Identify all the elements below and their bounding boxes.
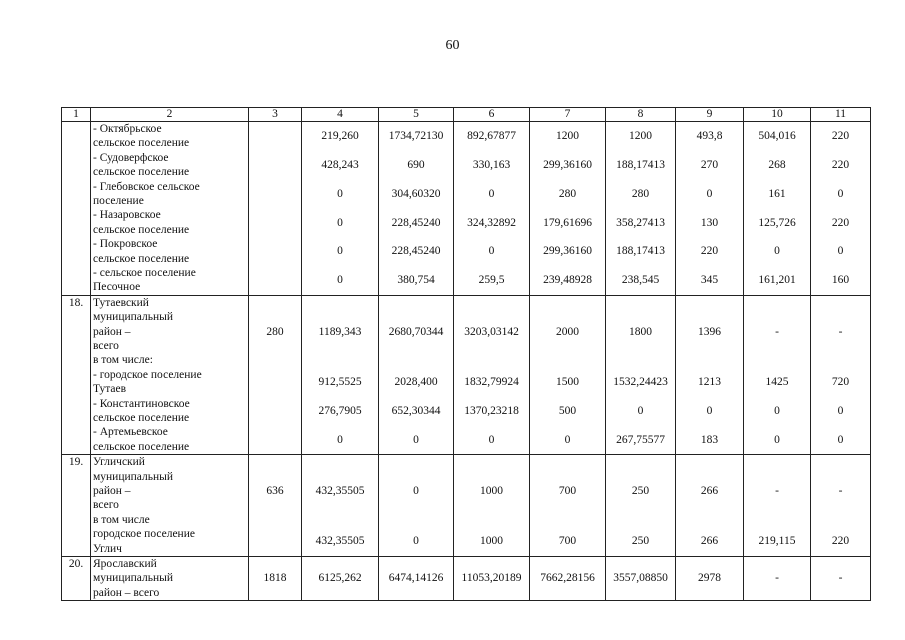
value-cell: 161 <box>768 187 786 200</box>
value-cell: 299,36160 <box>543 158 592 171</box>
header-cell: 10 <box>744 108 811 122</box>
name-line: муниципальный <box>93 470 174 483</box>
value-column-11 <box>811 122 871 296</box>
table-body <box>62 108 871 601</box>
value-column-3 <box>249 455 302 557</box>
value-cell: 432,35505 <box>315 535 365 548</box>
value-cell: 0 <box>637 404 644 417</box>
value-column-4 <box>302 556 379 600</box>
name-line: в том числе: <box>93 354 153 367</box>
value-cell: 276,7905 <box>318 404 362 417</box>
value-cell: 0 <box>837 187 844 200</box>
header-cell: 2 <box>91 108 249 122</box>
value-cell: 161,201 <box>758 274 796 287</box>
value-cell: - <box>775 484 779 497</box>
value-cell: 219,260 <box>321 130 359 143</box>
value-cell: 304,60320 <box>391 187 441 200</box>
name-cell <box>91 455 249 557</box>
header-cell: 1 <box>62 108 91 122</box>
value-column-3 <box>249 122 302 296</box>
value-cell: 500 <box>558 404 577 417</box>
value-cell: 0 <box>337 245 343 258</box>
value-cell: 219,115 <box>758 535 796 548</box>
value-cell: 2680,70344 <box>388 325 444 338</box>
name-line: сельское поселение <box>93 440 190 453</box>
value-cell: 125,726 <box>758 216 796 229</box>
value-column-5 <box>379 556 454 600</box>
name-line: сельское поселение <box>93 223 190 236</box>
value-cell: 188,17413 <box>616 158 665 171</box>
value-column-11 <box>811 556 871 600</box>
value-column-7 <box>530 122 606 296</box>
value-column-8 <box>606 556 676 600</box>
header-cell: 7 <box>530 108 606 122</box>
value-column-6 <box>454 122 530 296</box>
name-line: сельское поселение <box>93 252 190 265</box>
value-cell: 188,17413 <box>616 245 665 258</box>
value-column-10 <box>744 556 811 600</box>
name-line: - Глебовское сельское <box>93 180 200 193</box>
name-line: - Судоверфское <box>93 151 169 164</box>
value-cell: 380,754 <box>397 274 435 287</box>
value-cell: 220 <box>831 130 850 143</box>
row-number-cell: 19. <box>62 455 91 557</box>
value-cell <box>249 180 301 209</box>
header-cell: 9 <box>676 108 744 122</box>
value-cell: 3203,03142 <box>464 325 519 338</box>
value-cell: 720 <box>831 375 850 388</box>
value-cell: 0 <box>413 433 419 446</box>
value-column-9 <box>676 122 744 296</box>
value-column-9 <box>676 295 744 454</box>
value-cell: 2028,400 <box>394 375 438 388</box>
header-cell: 4 <box>302 108 379 122</box>
name-line: сельское поселение <box>93 166 190 179</box>
value-cell: 330,163 <box>472 158 511 171</box>
value-column-8 <box>606 295 676 454</box>
name-line: муниципальный <box>93 311 174 324</box>
name-line: - сельское поселение <box>93 266 196 279</box>
value-cell: 493,8 <box>696 130 723 143</box>
name-line: в том числе <box>93 513 150 526</box>
header-cell: 8 <box>606 108 676 122</box>
value-cell: 0 <box>774 245 780 258</box>
value-cell: 1000 <box>480 535 503 548</box>
table-row <box>62 295 871 454</box>
value-column-10 <box>744 122 811 296</box>
value-cell: 1532,24423 <box>613 375 668 388</box>
value-column-7 <box>530 455 606 557</box>
value-cell: 0 <box>337 216 343 229</box>
value-cell: 220 <box>831 535 850 548</box>
value-column-9 <box>676 556 744 600</box>
value-cell: 432,35505 <box>315 484 365 497</box>
value-cell: 0 <box>837 433 844 446</box>
header-cell: 11 <box>811 108 871 122</box>
header-cell: 6 <box>454 108 530 122</box>
value-cell: 0 <box>837 404 844 417</box>
value-cell: 1734,72130 <box>388 130 444 143</box>
value-column-10 <box>744 295 811 454</box>
row-number-cell <box>62 122 91 296</box>
name-cell <box>91 122 249 296</box>
name-line: - Покровское <box>93 238 158 251</box>
value-cell: - <box>775 325 779 338</box>
value-cell: 250 <box>631 484 650 497</box>
value-cell: 6474,14126 <box>388 572 444 585</box>
table-row <box>62 122 871 296</box>
row-number-cell: 18. <box>62 295 91 454</box>
name-line: всего <box>93 499 119 512</box>
header-cell: 3 <box>249 108 302 122</box>
value-column-10 <box>744 455 811 557</box>
value-cell: 0 <box>488 245 495 258</box>
table-row <box>62 556 871 600</box>
value-cell: 280 <box>266 325 284 338</box>
value-cell: 2000 <box>556 325 579 338</box>
value-cell: 238,545 <box>621 274 660 287</box>
name-line: район – <box>93 484 131 497</box>
header-row <box>62 108 871 122</box>
value-column-6 <box>454 556 530 600</box>
data-table <box>61 107 871 601</box>
value-column-4 <box>302 455 379 557</box>
value-cell: 11053,20189 <box>461 572 522 585</box>
name-line: Тутаевский <box>93 296 149 309</box>
value-cell: 0 <box>413 484 419 497</box>
value-cell: 228,45240 <box>391 216 441 229</box>
name-line: - Октябрьское <box>93 123 162 135</box>
value-cell <box>249 527 301 556</box>
value-column-7 <box>530 295 606 454</box>
name-line: - Константиновское <box>93 397 190 410</box>
value-cell: 700 <box>558 484 577 497</box>
value-cell: 280 <box>558 187 577 200</box>
value-cell: 268 <box>768 158 786 171</box>
name-line: Ярославский <box>93 557 157 570</box>
name-line: сельское поселение <box>93 411 190 424</box>
value-cell: 892,67877 <box>467 130 516 143</box>
value-cell: 1000 <box>480 484 503 497</box>
value-cell: 1396 <box>698 325 721 338</box>
value-cell <box>249 397 301 426</box>
value-cell: 1189,343 <box>318 325 362 338</box>
value-cell: 1213 <box>698 375 721 388</box>
value-cell: 0 <box>706 404 713 417</box>
value-column-4 <box>302 122 379 296</box>
name-line: сельское поселение <box>93 137 190 150</box>
value-cell <box>249 368 301 397</box>
name-line: район – всего <box>93 586 160 599</box>
name-line: - Назаровское <box>93 209 161 222</box>
value-cell: 160 <box>831 274 850 287</box>
value-cell <box>249 151 301 180</box>
name-line: городское поселение <box>93 528 195 541</box>
value-cell: 3557,08850 <box>613 572 668 585</box>
value-cell: 266 <box>700 535 719 548</box>
value-column-3 <box>249 556 302 600</box>
value-cell: 358,27413 <box>616 216 665 229</box>
value-cell: 0 <box>564 433 571 446</box>
value-cell <box>249 266 301 295</box>
value-cell: 912,5525 <box>318 375 362 388</box>
value-cell: 324,32892 <box>467 216 516 229</box>
value-cell: 270 <box>700 158 719 171</box>
value-cell: 345 <box>700 274 719 287</box>
value-cell: 1818 <box>263 572 287 585</box>
value-column-3 <box>249 295 302 454</box>
name-line: - Артемьевское <box>93 426 168 439</box>
value-column-5 <box>379 455 454 557</box>
value-column-4 <box>302 295 379 454</box>
value-cell: 183 <box>700 433 719 446</box>
value-column-11 <box>811 455 871 557</box>
value-cell: 1500 <box>556 375 579 388</box>
row-number-cell: 20. <box>62 556 91 600</box>
value-cell: 266 <box>700 484 719 497</box>
value-cell <box>249 425 301 454</box>
value-cell: 259,5 <box>478 274 505 287</box>
value-cell: 504,016 <box>758 130 796 143</box>
value-cell: 220 <box>831 216 850 229</box>
value-cell: 280 <box>631 187 650 200</box>
value-column-8 <box>606 455 676 557</box>
value-cell: 1200 <box>556 130 579 143</box>
value-cell: 0 <box>337 433 343 446</box>
page-number: 60 <box>445 38 460 53</box>
value-cell: 0 <box>413 535 419 548</box>
name-line: район – <box>93 325 131 338</box>
name-line: - городское поселение <box>93 368 202 381</box>
name-line: Песочное <box>93 281 141 294</box>
value-cell: 1425 <box>765 375 789 388</box>
value-cell: 299,36160 <box>543 245 592 258</box>
value-column-5 <box>379 122 454 296</box>
name-cell <box>91 556 249 600</box>
name-line: Угличский <box>93 456 145 469</box>
value-cell: 690 <box>407 158 425 171</box>
name-line: муниципальный <box>93 572 174 585</box>
table-row <box>62 455 871 557</box>
value-cell: 1832,79924 <box>464 375 519 388</box>
value-cell: - <box>838 325 843 338</box>
value-cell: 0 <box>337 274 343 287</box>
value-cell <box>249 237 301 266</box>
header-cell: 5 <box>379 108 454 122</box>
value-column-11 <box>811 295 871 454</box>
value-column-6 <box>454 295 530 454</box>
value-cell <box>249 122 301 151</box>
value-column-6 <box>454 455 530 557</box>
value-cell: 239,48928 <box>543 274 592 287</box>
value-cell: 228,45240 <box>391 245 441 258</box>
name-line: всего <box>93 339 119 352</box>
value-cell: 1200 <box>629 130 652 143</box>
value-cell: 0 <box>837 245 844 258</box>
value-cell: 700 <box>558 535 577 548</box>
value-cell: 0 <box>706 187 713 200</box>
value-cell: 0 <box>774 433 780 446</box>
value-cell <box>249 208 301 237</box>
value-cell: - <box>775 572 779 585</box>
value-cell: 636 <box>266 484 284 497</box>
value-cell: 1370,23218 <box>464 404 519 417</box>
value-cell: 1800 <box>629 325 652 338</box>
name-line: Углич <box>93 542 122 555</box>
value-column-9 <box>676 455 744 557</box>
value-cell: 2978 <box>698 572 721 585</box>
name-cell <box>91 295 249 454</box>
value-column-5 <box>379 295 454 454</box>
value-cell: 250 <box>631 535 650 548</box>
value-cell: 130 <box>700 216 719 229</box>
value-cell: 220 <box>831 158 850 171</box>
value-cell: 7662,28156 <box>540 572 595 585</box>
value-column-7 <box>530 556 606 600</box>
value-cell: 428,243 <box>321 158 359 171</box>
value-cell: 0 <box>774 404 780 417</box>
value-cell: 267,75577 <box>616 433 665 446</box>
value-cell: 0 <box>488 433 495 446</box>
value-cell: - <box>838 484 843 497</box>
name-line: Тутаев <box>93 383 127 396</box>
value-cell: 0 <box>488 187 495 200</box>
value-cell: 179,61696 <box>543 216 592 229</box>
value-cell: 6125,262 <box>318 572 362 585</box>
value-column-8 <box>606 122 676 296</box>
name-line: поселение <box>93 194 144 207</box>
value-cell: 652,30344 <box>391 404 441 417</box>
value-cell: - <box>838 572 843 585</box>
value-cell: 0 <box>337 187 343 200</box>
value-cell: 220 <box>700 245 719 258</box>
